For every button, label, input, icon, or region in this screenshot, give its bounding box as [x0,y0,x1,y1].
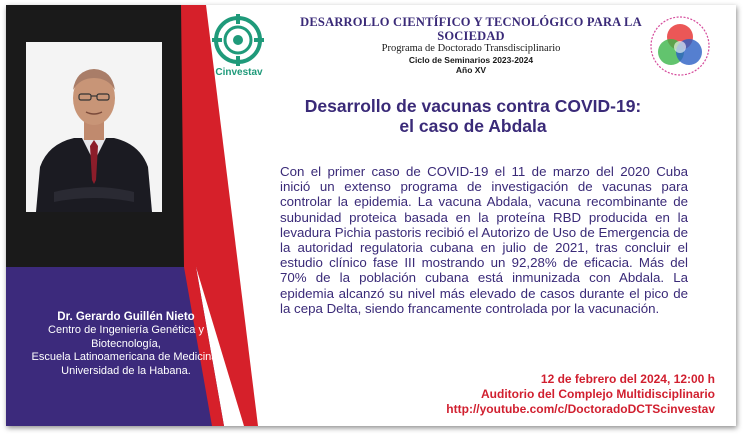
speaker-photo [26,42,162,212]
header-line-2: Programa de Doctorado Transdisciplinario [381,43,561,54]
organization-header [276,15,666,75]
talk-title-line-1: Desarrollo de vacunas contra COVID-19: [304,96,642,116]
talk-abstract: Con el primer caso de COVID-19 el 11 de marzo del 2020 Cuba inició un extenso programa de investigación de vacunas para controlar la epidemia. La vacuna Abdala, vacuna recombinante de subunidad proteica basada en la proteína RBD producida en la levadura Pichia pastoris recibió el Autorizo de Uso de Emergencia de la autoridad regulatoria cubana en julio de 2021, tras concluir el estudio clínico fase III mostrando un 92,28% de eficacia. Más del 70% de la población cubana está inmunizada con Abdala. La epidemia alcanzó su nivel más elevado de casos durante el pico de la cepa Delta, siendo francamente controlada por la vacunación. [280,164,688,316]
cinvestav-logo-icon [211,13,265,73]
event-date: 12 de febrero del 2024, 12:00 h [540,372,715,386]
cinvestav-wordmark: Cinvestav [215,67,263,78]
youtube-link[interactable]: http://youtube.com/c/DoctoradoDCTScinvestav [446,402,715,416]
header-line-4: Año XV [455,65,487,75]
speaker-affiliation-1: Centro de Ingeniería Genética y [48,324,204,336]
seminar-poster [6,5,736,426]
dcts-program-logo-icon [644,11,720,81]
speaker-affiliation-2: Biotecnología, [91,337,161,350]
header-line-1: DESARROLLO CIENTÍFICO Y TECNOLÓGICO PARA LA SOCIEDAD [300,15,642,43]
speaker-affiliation-3: Escuela Latinoamericana de Medicina, [31,351,221,363]
talk-title-line-2: el caso de Abdala [399,116,547,136]
speaker-info [16,310,236,378]
speaker-portrait-icon [26,42,162,212]
header-line-3: Ciclo de Seminarios 2023-2024 [408,55,534,65]
event-details [376,372,715,417]
talk-title [268,96,678,136]
event-venue: Auditorio del Complejo Multidisciplinario [481,387,715,401]
speaker-affiliation-4: Universidad de la Habana. [61,364,191,377]
speaker-name: Dr. Gerardo Guillén Nieto [57,311,195,323]
